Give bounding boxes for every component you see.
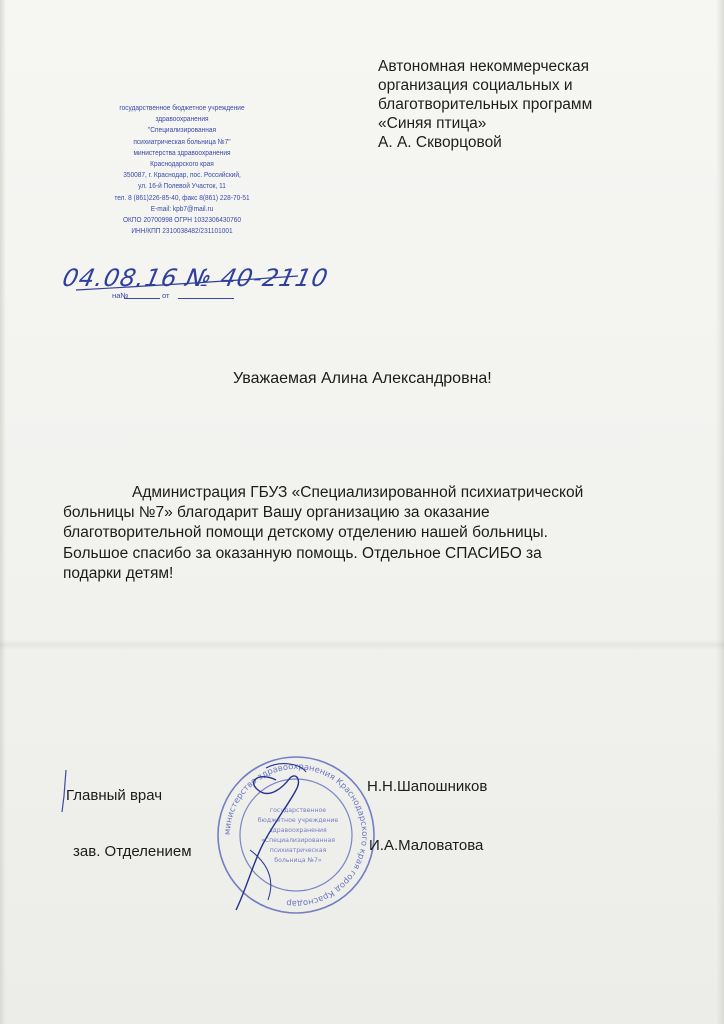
number-blank-line (124, 298, 160, 299)
number-label: на№ (112, 291, 129, 300)
sender-stamp (98, 102, 266, 236)
handwritten-number-text: 04.08.16 № 40-2110 (59, 263, 332, 292)
body-line: благотворительной помощи детскому отделению нашей больницы. (63, 524, 548, 542)
seal-inner-line: психиатрическая (269, 847, 327, 854)
seal-inner-text (258, 807, 339, 864)
stamp-line: Краснодарского края (150, 159, 214, 169)
body-line: подарки детям! (63, 564, 174, 582)
seal-inner-line: бюджетное учреждение (257, 817, 339, 824)
seal-inner-line: «Специализированная (260, 837, 336, 844)
paper-crease (0, 640, 724, 650)
stamp-line: ОКПО 20700998 ОГРН 1032306430760 (122, 215, 242, 225)
seal-outer-ring (218, 757, 374, 913)
addressee-line: А. А. Скворцовой (378, 134, 502, 151)
signature-stroke (250, 850, 271, 900)
addressee-line: «Синяя птица» (378, 115, 487, 132)
from-label: от (162, 291, 170, 300)
addressee-line: организация социальных и (378, 77, 573, 94)
addressee-line: благотворительных программ (378, 96, 593, 113)
signature-title-chief: Главный врач (66, 787, 163, 804)
scan-edge-left (0, 0, 6, 1024)
stamp-line: ул. 16-й Полевой Участок, 11 (138, 181, 226, 191)
signature-name-chief: Н.Н.Шапошников (367, 778, 488, 795)
seal-inner-ring (240, 779, 352, 891)
seal-inner-line: государственное (269, 807, 327, 814)
scan-edge-right (716, 0, 724, 1024)
stamp-line: государственное бюджетное учреждение (119, 103, 245, 112)
stamp-line: психиатрическая больница №7" (133, 136, 231, 146)
stamp-number-row (112, 291, 242, 303)
stamp-line: министерства здравоохранения (133, 147, 231, 157)
stamp-line: ИНН/КПП 2310038482/231101001 (131, 226, 233, 236)
signature-name-head: И.А.Маловатова (369, 837, 484, 854)
stamp-line: 350087, г. Краснодар, пос. Российский, (123, 170, 241, 180)
seal-ring-text: министерство здравоохранения Краснодарского края город Краснодар (221, 760, 371, 910)
salutation: Уважаемая Алина Александровна! (233, 370, 492, 387)
body-line: больницы №7» благодарит Вашу организацию за оказание (63, 504, 490, 522)
seal-inner-line: больница №7» (274, 857, 322, 864)
letter-body (63, 483, 584, 584)
seal-inner-line: здравоохранения (269, 827, 327, 834)
signature-title-head: зав. Отделением (73, 843, 192, 860)
stamp-line: здравоохранения (155, 114, 209, 124)
body-line: Большое спасибо за оказанную помощь. Отдельное СПАСИБО за (63, 544, 542, 562)
addressee-line: Автономная некоммерческая (378, 58, 590, 75)
stamp-line: E-mail: kpb7@mail.ru (150, 203, 214, 213)
stamp-line: "Специализированная (147, 125, 216, 135)
stamp-line: тел. 8 (861)226-85-40, факс 8(861) 228-70-51 (114, 192, 250, 202)
round-seal (206, 750, 386, 920)
handwritten-outgoing-number (59, 254, 332, 296)
addressee-block (378, 57, 708, 152)
body-line: Администрация ГБУЗ «Специализированной психиатрической (132, 484, 584, 501)
date-blank-line (178, 298, 234, 299)
